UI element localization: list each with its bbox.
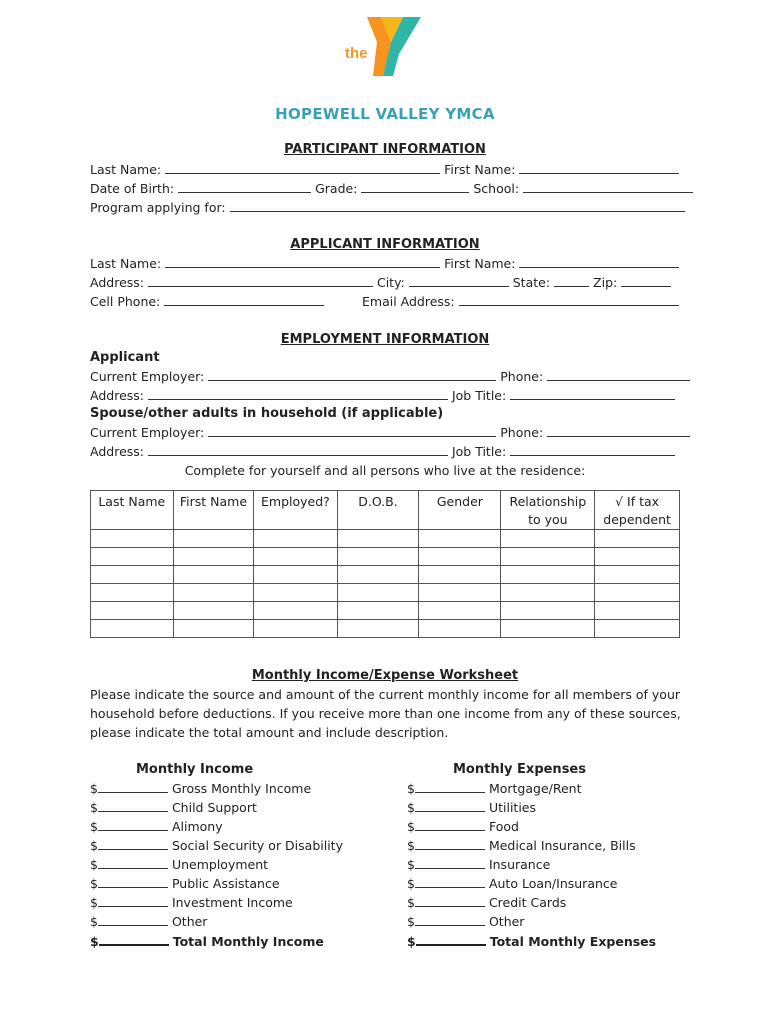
email-label: Email Address: — [362, 294, 455, 309]
income-label: Total Monthly Income — [172, 934, 324, 949]
expense-label: Medical Insurance, Bills — [488, 838, 636, 853]
svg-text:the: the — [345, 45, 368, 62]
expense-row — [407, 876, 617, 891]
dollar-sign: $ — [407, 781, 415, 796]
spouse-subheading: Spouse/other adults in household (if applicable) — [90, 406, 444, 421]
applicant-state-field[interactable] — [554, 275, 589, 287]
participant-dob-label: Date of Birth: — [90, 181, 175, 196]
income-label: Child Support — [171, 800, 257, 815]
expense-amount-field[interactable] — [415, 781, 485, 793]
income-amount-field[interactable] — [98, 838, 168, 850]
dollar-sign: $ — [90, 838, 98, 853]
employer-phone-field[interactable] — [547, 369, 690, 381]
employer-field[interactable] — [208, 369, 496, 381]
cell-phone-field[interactable] — [164, 294, 324, 306]
income-label: Unemployment — [171, 857, 269, 872]
spouse-phone-field[interactable] — [547, 425, 690, 437]
income-label: Social Security or Disability — [171, 838, 343, 853]
table-row[interactable] — [91, 566, 680, 584]
employer-phone-label: Phone: — [500, 369, 544, 384]
dollar-sign: $ — [90, 895, 98, 910]
income-amount-field[interactable] — [98, 819, 168, 831]
table-row[interactable] — [91, 530, 680, 548]
expense-row — [407, 914, 524, 929]
col-first-name: First Name — [173, 491, 254, 530]
col-dob: D.O.B. — [337, 491, 419, 530]
applicant-zip-field[interactable] — [621, 275, 671, 287]
dollar-sign: $ — [90, 876, 98, 891]
applicant-city-field[interactable] — [409, 275, 509, 287]
expense-label: Mortgage/Rent — [488, 781, 582, 796]
applicant-first-name-field[interactable] — [519, 256, 679, 268]
col-tax-dependent: √ If tax dependent — [595, 491, 680, 530]
col-gender: Gender — [419, 491, 501, 530]
income-label: Public Assistance — [171, 876, 280, 891]
applicant-city-label: City: — [376, 275, 405, 290]
worksheet-heading: Monthly Income/Expense Worksheet — [251, 668, 519, 683]
expense-row — [407, 933, 656, 949]
dollar-sign: $ — [90, 800, 98, 815]
employer-address-label: Address: — [90, 388, 144, 403]
dollar-sign: $ — [407, 857, 415, 872]
dollar-sign: $ — [90, 819, 98, 834]
applicant-heading: APPLICANT INFORMATION — [290, 237, 480, 252]
income-label: Other — [171, 914, 208, 929]
participant-grade-field[interactable] — [361, 181, 469, 193]
spouse-job-title-label: Job Title: — [451, 444, 507, 459]
income-label: Investment Income — [171, 895, 293, 910]
job-title-field[interactable] — [510, 388, 675, 400]
employer-label: Current Employer: — [90, 369, 205, 384]
dollar-sign: $ — [407, 914, 415, 929]
income-heading: Monthly Income — [136, 762, 254, 777]
dollar-sign: $ — [90, 914, 98, 929]
applicant-address-field[interactable] — [148, 275, 373, 287]
participant-last-name-field[interactable] — [165, 162, 440, 174]
program-label: Program applying for: — [90, 200, 226, 215]
dollar-sign: $ — [90, 934, 99, 949]
household-instruction: Complete for yourself and all persons who live at the residence: — [184, 463, 586, 478]
expense-label: Food — [488, 819, 519, 834]
spouse-phone-label: Phone: — [500, 425, 544, 440]
participant-first-name-field[interactable] — [519, 162, 679, 174]
expense-amount-field[interactable] — [415, 819, 485, 831]
dollar-sign: $ — [407, 819, 415, 834]
participant-school-field[interactable] — [523, 181, 693, 193]
table-row[interactable] — [91, 602, 680, 620]
expense-label: Credit Cards — [488, 895, 567, 910]
expense-label: Insurance — [488, 857, 551, 872]
applicant-subheading: Applicant — [90, 350, 160, 365]
expense-label: Total Monthly Expenses — [489, 934, 657, 949]
income-amount-field[interactable] — [98, 800, 168, 812]
dollar-sign: $ — [90, 857, 98, 872]
participant-first-name-label: First Name: — [444, 162, 516, 177]
applicant-first-name-label: First Name: — [444, 256, 516, 271]
expense-amount-field[interactable] — [415, 800, 485, 812]
expense-amount-field[interactable] — [415, 857, 485, 869]
income-amount-field[interactable] — [99, 933, 169, 946]
applicant-last-name-label: Last Name: — [90, 256, 162, 271]
income-amount-field[interactable] — [98, 895, 168, 907]
income-row — [90, 781, 311, 796]
income-row — [90, 857, 268, 872]
spouse-address-field[interactable] — [148, 444, 448, 456]
dollar-sign: $ — [407, 838, 415, 853]
expense-row — [407, 895, 566, 910]
income-row — [90, 895, 293, 910]
expense-row — [407, 857, 550, 872]
income-row — [90, 933, 324, 949]
income-amount-field[interactable] — [98, 914, 168, 926]
expense-amount-field[interactable] — [415, 876, 485, 888]
program-field[interactable] — [230, 200, 685, 212]
cell-phone-label: Cell Phone: — [90, 294, 161, 309]
employment-heading: EMPLOYMENT INFORMATION — [280, 332, 490, 347]
income-row — [90, 914, 207, 929]
income-row — [90, 800, 257, 815]
participant-grade-label: Grade: — [315, 181, 358, 196]
job-title-label: Job Title: — [451, 388, 507, 403]
income-amount-field[interactable] — [98, 857, 168, 869]
expense-amount-field[interactable] — [415, 914, 485, 926]
expense-row — [407, 819, 519, 834]
dollar-sign: $ — [90, 781, 98, 796]
org-title: HOPEWELL VALLEY YMCA — [275, 105, 495, 123]
expense-label: Other — [488, 914, 525, 929]
worksheet-para-3: please indicate the total amount and include description. — [90, 725, 449, 740]
expense-row — [407, 800, 536, 815]
table-row[interactable] — [91, 584, 680, 602]
worksheet-para-1: Please indicate the source and amount of the current monthly income for all members of your — [90, 687, 681, 702]
svg-text:YMCA: YMCA — [397, 58, 410, 78]
income-amount-field[interactable] — [98, 876, 168, 888]
expense-row — [407, 838, 636, 853]
dollar-sign: $ — [407, 895, 415, 910]
participant-heading: PARTICIPANT INFORMATION — [284, 142, 486, 157]
spouse-employer-label: Current Employer: — [90, 425, 205, 440]
applicant-state-label: State: — [512, 275, 551, 290]
expense-amount-field[interactable] — [415, 838, 485, 850]
income-row — [90, 876, 280, 891]
dollar-sign: $ — [407, 876, 415, 891]
participant-last-name-label: Last Name: — [90, 162, 162, 177]
applicant-zip-label: Zip: — [593, 275, 618, 290]
expense-label: Auto Loan/Insurance — [488, 876, 618, 891]
table-row[interactable] — [91, 620, 680, 638]
income-amount-field[interactable] — [98, 781, 168, 793]
expense-heading: Monthly Expenses — [453, 762, 586, 777]
spouse-employer-field[interactable] — [208, 425, 496, 437]
expense-amount-field[interactable] — [415, 895, 485, 907]
participant-dob-field[interactable] — [178, 181, 311, 193]
income-label: Gross Monthly Income — [171, 781, 312, 796]
dollar-sign: $ — [407, 800, 415, 815]
income-row — [90, 838, 343, 853]
applicant-last-name-field[interactable] — [165, 256, 440, 268]
household-table-header — [91, 491, 680, 530]
income-row — [90, 819, 223, 834]
income-label: Alimony — [171, 819, 223, 834]
email-field[interactable] — [459, 294, 679, 306]
col-employed: Employed? — [254, 491, 337, 530]
dollar-sign: $ — [407, 934, 416, 949]
expense-amount-field[interactable] — [416, 933, 486, 946]
employer-address-field[interactable] — [148, 388, 448, 400]
worksheet-para-2: household before deductions. If you receive more than one income from any of these sources, — [90, 706, 681, 721]
ymca-logo — [343, 14, 428, 80]
participant-school-label: School: — [473, 181, 520, 196]
expense-label: Utilities — [488, 800, 536, 815]
col-relationship: Relationship to you — [501, 491, 595, 530]
expense-row — [407, 781, 582, 796]
spouse-address-label: Address: — [90, 444, 144, 459]
spouse-job-title-field[interactable] — [510, 444, 675, 456]
applicant-address-label: Address: — [90, 275, 144, 290]
table-row[interactable] — [91, 548, 680, 566]
household-table — [90, 490, 680, 638]
col-last-name: Last Name — [91, 491, 174, 530]
